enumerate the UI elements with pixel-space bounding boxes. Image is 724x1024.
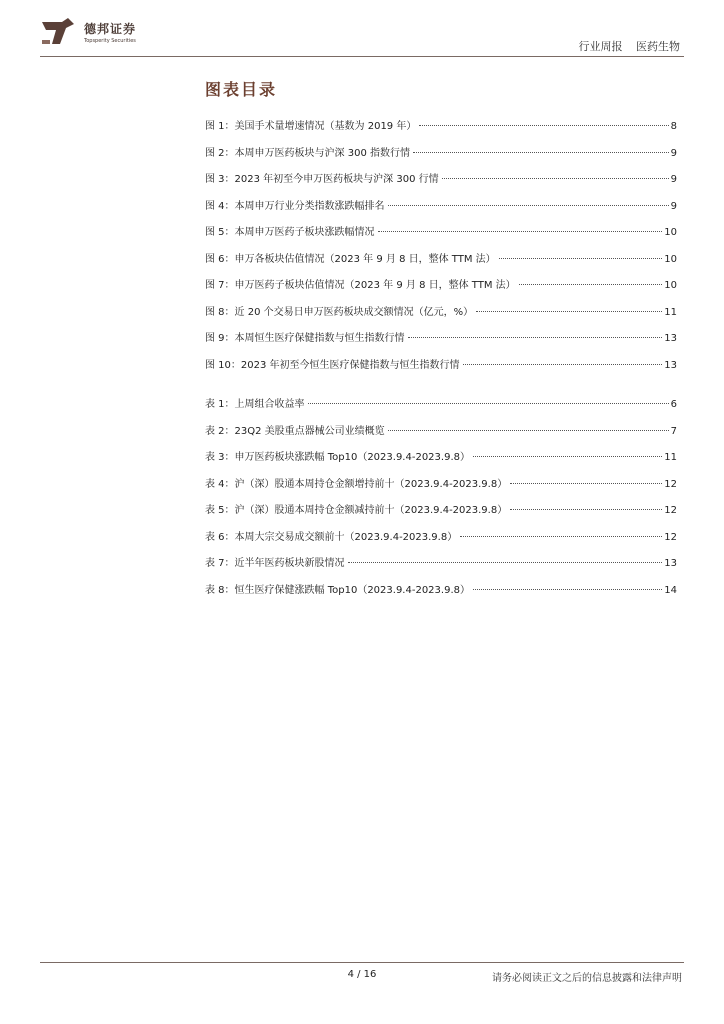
toc-figure-entry-label: 图 3：2023 年初至今申万医药板块与沪深 300 行情	[205, 174, 439, 185]
toc-table-entry-label: 表 1：上周组合收益率	[205, 399, 305, 410]
company-logo-mark	[40, 16, 76, 48]
toc-figure-entry-label: 图 9：本周恒生医疗保健指数与恒生指数行情	[205, 333, 405, 344]
dot-leader	[408, 337, 663, 338]
toc-figure-entry-label: 图 10：2023 年初至今恒生医疗保健指数与恒生指数行情	[205, 359, 460, 371]
toc-table-entry[interactable]	[205, 554, 677, 581]
toc-figure-entry[interactable]	[205, 250, 677, 277]
toc-table-entry-label: 表 6：本周大宗交易成交额前十（2023.9.4-2023.9.8）	[205, 531, 458, 543]
toc-figure-entry-page: 11	[664, 306, 677, 318]
toc-figure-entry-page: 9	[670, 174, 677, 185]
dot-leader	[413, 152, 669, 153]
dot-leader	[473, 589, 662, 590]
toc-figure-entry-page: 13	[664, 333, 677, 344]
toc-figure-entry-label: 图 6：申万各板块估值情况（2023 年 9 月 8 日，整体 TTM 法）	[205, 253, 496, 265]
company-name-en: Topsperity Securities	[84, 38, 136, 44]
toc-table-entry-page: 14	[664, 584, 677, 596]
toc-table-entry-label: 表 3：申万医药板块涨跌幅 Top10（2023.9.4-2023.9.8）	[205, 452, 470, 463]
dot-leader	[460, 536, 662, 537]
toc-table-entry-label: 表 8：恒生医疗保健涨跌幅 Top10（2023.9.4-2023.9.8）	[205, 584, 470, 596]
dot-leader	[519, 284, 663, 285]
toc-figure-entry[interactable]	[205, 329, 677, 356]
toc-figure-entry-page: 10	[664, 253, 677, 265]
toc-figure-entry-page: 10	[664, 227, 677, 238]
toc-table-entry-label: 表 7：近半年医药板块新股情况	[205, 558, 345, 569]
toc-figure-entry-page: 9	[670, 147, 677, 159]
toc-figure-entry-label: 图 4：本周申万行业分类指数涨跌幅排名	[205, 200, 385, 212]
toc-figure-entry[interactable]	[205, 356, 677, 383]
toc-table-entry-page: 7	[670, 425, 677, 437]
toc-table-entry[interactable]	[205, 475, 677, 502]
toc-figure-entry-label: 图 8：近 20 个交易日申万医药板块成交额情况（亿元，%）	[205, 306, 474, 318]
figure-list	[205, 117, 677, 382]
toc-table-entry-page: 13	[664, 558, 677, 569]
dot-leader	[419, 125, 668, 126]
toc-table-entry-label: 表 5：沪（深）股通本周持仓金额减持前十（2023.9.4-2023.9.8）	[205, 505, 508, 516]
dot-leader	[476, 311, 662, 312]
toc-figure-entry-page: 10	[664, 280, 677, 291]
toc-figure-entry[interactable]	[205, 170, 677, 197]
toc-figure-entry[interactable]	[205, 303, 677, 330]
dot-leader	[388, 430, 669, 431]
toc-table-entry-page: 12	[664, 505, 677, 516]
dot-leader	[388, 205, 669, 206]
toc-table-entry-label: 表 4：沪（深）股通本周持仓金额增持前十（2023.9.4-2023.9.8）	[205, 478, 508, 490]
dot-leader	[510, 509, 662, 510]
dot-leader	[308, 403, 669, 404]
toc-figure-entry[interactable]	[205, 197, 677, 224]
toc-figure-entry-label: 图 5：本周申万医药子板块涨跌幅情况	[205, 227, 375, 238]
footer-divider	[40, 962, 684, 963]
toc-figure-entry-label: 图 2：本周申万医药板块与沪深 300 指数行情	[205, 147, 410, 159]
toc-figure-entry[interactable]	[205, 276, 677, 303]
toc-figure-entry-label: 图 1：美国手术量增速情况（基数为 2019 年）	[205, 121, 417, 132]
toc-figure-entry-page: 8	[670, 121, 677, 132]
toc-table-entry-label: 表 2：23Q2 美股重点器械公司业绩概览	[205, 425, 385, 437]
toc-table-entry[interactable]	[205, 448, 677, 475]
toc-table-entry-page: 11	[664, 452, 677, 463]
toc-table-entry-page: 12	[664, 478, 677, 490]
dot-leader	[442, 178, 669, 179]
company-name-cn: 德邦证券	[84, 22, 137, 36]
toc-figure-entry-page: 13	[664, 359, 677, 371]
toc-figure-entry-page: 9	[670, 200, 677, 212]
dot-leader	[499, 258, 663, 259]
toc-table-entry-page: 12	[664, 531, 677, 543]
dot-leader	[510, 483, 662, 484]
toc-title: 图表目录	[205, 80, 278, 99]
page-number: 4 / 16	[347, 969, 377, 980]
dot-leader	[473, 456, 662, 457]
report-header-info	[569, 38, 681, 54]
toc-table-entry[interactable]	[205, 395, 677, 422]
toc-figure-entry-label: 图 7：申万医药子板块估值情况（2023 年 9 月 8 日，整体 TTM 法）	[205, 280, 516, 291]
footer-disclaimer: 请务必阅读正文之后的信息披露和法律声明	[492, 973, 682, 984]
company-logo	[40, 16, 150, 50]
toc-figure-entry[interactable]	[205, 223, 677, 250]
toc-figure-entry[interactable]	[205, 117, 677, 144]
toc-table-entry-page: 6	[670, 399, 677, 410]
dot-leader	[348, 562, 663, 563]
toc-table-entry[interactable]	[205, 501, 677, 528]
report-type: 行业周报	[578, 40, 623, 53]
toc-table-entry[interactable]	[205, 528, 677, 555]
report-sector: 医药生物	[636, 40, 680, 53]
header-divider	[40, 56, 684, 57]
toc-table-entry[interactable]	[205, 422, 677, 449]
toc-table-entry[interactable]	[205, 581, 677, 608]
dot-leader	[463, 364, 663, 365]
dot-leader	[378, 231, 663, 232]
toc-figure-entry[interactable]	[205, 144, 677, 171]
table-list	[205, 395, 677, 607]
